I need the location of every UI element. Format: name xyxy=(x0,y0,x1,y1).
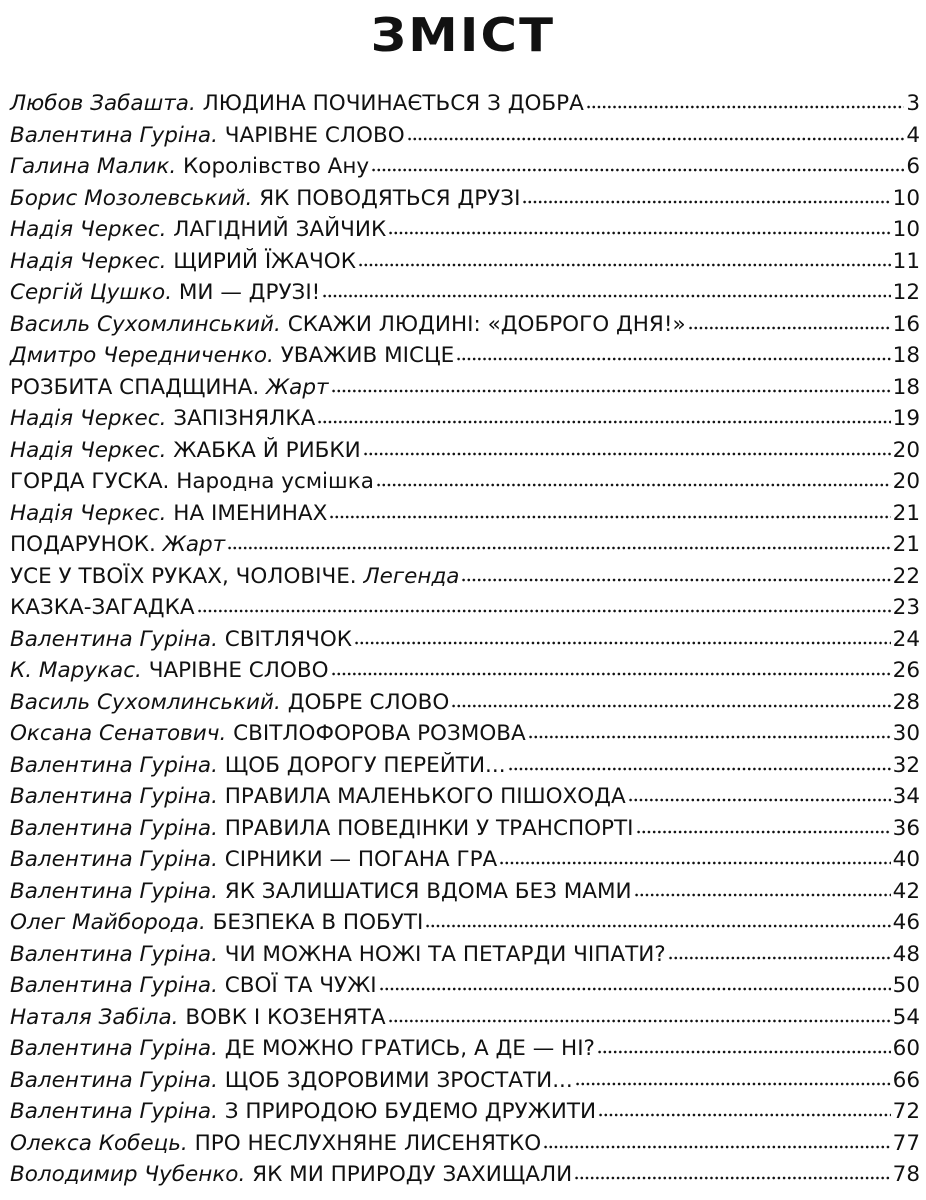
entry-text xyxy=(10,91,584,116)
entry-title: ДЕ МОЖНО ГРАТИСЬ, А ДЕ — НІ? xyxy=(224,1036,595,1061)
entry-text xyxy=(10,532,225,557)
entry-title: ПРАВИЛА ПОВЕДІНКИ У ТРАНСПОРТІ xyxy=(224,815,634,841)
page-title: ЗМІСТ xyxy=(370,8,556,62)
page-number: 50 xyxy=(892,973,920,998)
entry-text xyxy=(10,249,356,274)
toc-entry xyxy=(10,312,920,344)
dot-leader xyxy=(358,262,891,268)
entry-text xyxy=(10,595,195,620)
entry-text xyxy=(10,784,626,809)
entry-title: Королівство Ану xyxy=(183,154,370,179)
entry-title: ЖАБКА Й РИБКИ xyxy=(173,437,361,463)
entry-title: ЛЮДИНА ПОЧИНАЄТЬСЯ З ДОБРА xyxy=(202,91,584,116)
dot-leader xyxy=(331,671,891,677)
page-number: 34 xyxy=(892,784,920,809)
toc-entry xyxy=(10,910,920,942)
toc-entry xyxy=(10,1068,920,1100)
page-number: 54 xyxy=(892,1004,920,1030)
entry-genre: Народна усмішка xyxy=(176,469,374,494)
toc-entry xyxy=(10,1162,920,1194)
entry-author: Валентина Гуріна. xyxy=(10,973,218,998)
page-number: 18 xyxy=(892,343,920,368)
dot-leader xyxy=(508,766,891,772)
entry-title: ГОРДА ГУСКА. xyxy=(10,469,170,494)
entry-title: ЩОБ ЗДОРОВИМИ ЗРОСТАТИ... xyxy=(224,1067,573,1093)
entry-title: ЯК МИ ПРИРОДУ ЗАХИЩАЛИ xyxy=(252,1162,573,1187)
page-number: 66 xyxy=(892,1067,920,1093)
entry-title: ЧАРІВНЕ СЛОВО xyxy=(224,122,405,148)
page-number: 23 xyxy=(892,595,920,620)
dot-leader xyxy=(451,703,890,709)
page-number: 40 xyxy=(892,847,920,872)
entry-title: СВІТЛЯЧОК xyxy=(224,626,353,652)
toc-entry xyxy=(10,816,920,848)
toc-entry xyxy=(10,595,920,627)
entry-author: Наталя Забіла. xyxy=(10,1004,179,1030)
toc-entry xyxy=(10,532,920,564)
dot-leader xyxy=(543,1144,890,1150)
toc-entry xyxy=(10,721,920,753)
toc-entry xyxy=(10,123,920,155)
dot-leader xyxy=(371,167,904,173)
entry-text xyxy=(10,280,320,305)
entry-text xyxy=(10,186,520,211)
entry-author: Любов Забашта. xyxy=(10,91,196,116)
page-number: 12 xyxy=(892,280,920,305)
page-number: 32 xyxy=(892,752,920,778)
entry-title: СВОЇ ТА ЧУЖІ xyxy=(224,973,377,998)
entry-text xyxy=(10,343,454,368)
entry-author: Борис Мозолевський. xyxy=(10,185,253,211)
dot-leader xyxy=(317,419,890,425)
entry-title: СКАЖИ ЛЮДИНІ: «ДОБРОГО ДНЯ!» xyxy=(287,311,686,337)
entry-text xyxy=(10,816,634,841)
dot-leader xyxy=(329,514,890,520)
entry-text xyxy=(10,438,361,463)
dot-leader xyxy=(522,199,890,205)
entry-author: Валентина Гуріна. xyxy=(10,941,218,967)
entry-text xyxy=(10,847,497,872)
dot-leader xyxy=(688,325,891,331)
dot-leader xyxy=(388,230,890,236)
dot-leader xyxy=(668,955,891,961)
entry-title: УСЕ У ТВОЇХ РУКАХ, ЧОЛОВІЧЕ. xyxy=(10,563,357,589)
entry-author: Надія Черкес. xyxy=(10,406,167,431)
page-number: 10 xyxy=(892,185,920,211)
page-number: 77 xyxy=(892,1130,920,1156)
toc-entry xyxy=(10,501,920,533)
dot-leader xyxy=(636,829,891,835)
toc-entry xyxy=(10,753,920,785)
toc-entry xyxy=(10,1036,920,1068)
entry-title: ЛАГІДНИЙ ЗАЙЧИК xyxy=(173,217,387,242)
entry-text xyxy=(10,658,329,683)
entry-text xyxy=(10,879,632,904)
page-number: 10 xyxy=(892,217,920,242)
dot-leader xyxy=(597,1049,891,1055)
toc-entry xyxy=(10,469,920,501)
entry-author: Валентина Гуріна. xyxy=(10,815,218,841)
toc-entry xyxy=(10,343,920,375)
entry-text xyxy=(10,1068,573,1093)
entry-author: Надія Черкес. xyxy=(10,437,167,463)
toc-entry xyxy=(10,942,920,974)
dot-leader xyxy=(197,608,891,614)
entry-text xyxy=(10,312,686,337)
entry-text xyxy=(10,910,423,935)
entry-text xyxy=(10,721,526,746)
dot-leader xyxy=(628,797,891,803)
table-of-contents xyxy=(10,91,920,1194)
entry-title: ЧИ МОЖНА НОЖІ ТА ПЕТАРДИ ЧІПАТИ? xyxy=(224,941,666,967)
toc-entry xyxy=(10,154,920,186)
toc-entry xyxy=(10,1131,920,1163)
entry-title: ПРАВИЛА МАЛЕНЬКОГО ПІШОХОДА xyxy=(224,784,626,809)
dot-leader xyxy=(574,1175,890,1181)
page-number: 28 xyxy=(892,689,920,715)
entry-title: ЯК ПОВОДЯТЬСЯ ДРУЗІ xyxy=(259,185,521,211)
entry-author: Валентина Гуріна. xyxy=(10,1099,218,1124)
page-number: 78 xyxy=(892,1162,920,1187)
entry-author: Надія Черкес. xyxy=(10,217,167,242)
toc-entry xyxy=(10,564,920,596)
page-number: 16 xyxy=(892,311,920,337)
entry-text xyxy=(10,564,459,589)
page-number: 18 xyxy=(892,374,920,400)
entry-text xyxy=(10,375,329,400)
page-number: 26 xyxy=(892,658,920,683)
dot-leader xyxy=(461,577,890,583)
page-number: 36 xyxy=(892,815,920,841)
entry-author: Василь Сухомлинський. xyxy=(10,311,281,337)
entry-title: ЯК ЗАЛИШАТИСЯ ВДОМА БЕЗ МАМИ xyxy=(224,878,632,904)
entry-title: ВОВК І КОЗЕНЯТА xyxy=(185,1004,386,1030)
entry-text xyxy=(10,1005,386,1030)
dot-leader xyxy=(598,1112,891,1118)
entry-author: Валентина Гуріна. xyxy=(10,1036,218,1061)
entry-title: З ПРИРОДОЮ БУДЕМО ДРУЖИТИ xyxy=(224,1099,597,1124)
toc-entry xyxy=(10,690,920,722)
entry-title: УВАЖИВ МІСЦЕ xyxy=(280,343,455,368)
page-number: 21 xyxy=(892,532,920,557)
dot-leader xyxy=(354,640,891,646)
entry-title: ДОБРЕ СЛОВО xyxy=(287,689,450,715)
dot-leader xyxy=(227,545,890,551)
dot-leader xyxy=(425,923,890,929)
entry-text xyxy=(10,1099,596,1124)
entry-text xyxy=(10,1162,572,1187)
entry-title: ПОДАРУНОК. xyxy=(10,532,156,557)
page-number: 11 xyxy=(892,248,920,274)
entry-title: ЩОБ ДОРОГУ ПЕРЕЙТИ... xyxy=(224,752,506,778)
page-number: 42 xyxy=(892,878,920,904)
entry-author: Валентина Гуріна. xyxy=(10,847,218,872)
entry-author: Олег Майборода. xyxy=(10,910,206,935)
page-number: 4 xyxy=(906,122,920,148)
dot-leader xyxy=(363,451,891,457)
entry-author: Надія Черкес. xyxy=(10,500,167,526)
entry-author: Валентина Гуріна. xyxy=(10,752,218,778)
entry-genre: Жарт xyxy=(266,374,329,400)
entry-title: МИ — ДРУЗІ! xyxy=(178,280,321,305)
entry-title: СІРНИКИ — ПОГАНА ГРА xyxy=(224,847,498,872)
toc-entry xyxy=(10,249,920,281)
dot-leader xyxy=(388,1018,891,1024)
page-number: 20 xyxy=(892,437,920,463)
entry-author: Валентина Гуріна. xyxy=(10,1067,218,1093)
entry-author: Валентина Гуріна. xyxy=(10,878,218,904)
page-number: 48 xyxy=(892,941,920,967)
page-number: 46 xyxy=(892,910,920,935)
toc-entry xyxy=(10,627,920,659)
entry-title: РОЗБИТА СПАДЩИНА. xyxy=(10,374,260,400)
entry-title: КАЗКА-ЗАГАДКА xyxy=(10,595,195,620)
entry-text xyxy=(10,1036,595,1061)
entry-author: Валентина Гуріна. xyxy=(10,626,218,652)
dot-leader xyxy=(528,734,891,740)
page-number: 20 xyxy=(892,469,920,494)
entry-title: СВІТЛОФОРОВА РОЗМОВА xyxy=(233,721,526,746)
entry-title: НА ІМЕНИНАХ xyxy=(173,500,328,526)
dot-leader xyxy=(499,860,890,866)
page-number: 3 xyxy=(906,91,920,116)
entry-title: ЗАПІЗНЯЛКА xyxy=(173,406,316,431)
entry-text xyxy=(10,627,352,652)
entry-author: Сергій Цушко. xyxy=(10,280,173,305)
entry-title: ПРО НЕСЛУХНЯНЕ ЛИСЕНЯТКО xyxy=(194,1130,542,1156)
page-number: 22 xyxy=(892,563,920,589)
entry-text xyxy=(10,123,405,148)
entry-author: Галина Малик. xyxy=(10,154,177,179)
entry-genre: Жарт xyxy=(162,532,226,557)
entry-text xyxy=(10,942,666,967)
entry-author: Валентина Гуріна. xyxy=(10,784,218,809)
entry-text xyxy=(10,1131,541,1156)
toc-entry xyxy=(10,280,920,312)
toc-entry xyxy=(10,438,920,470)
entry-title: ЩИРИЙ ЇЖАЧОК xyxy=(173,248,356,274)
dot-leader xyxy=(407,136,905,142)
page-number: 60 xyxy=(892,1036,920,1061)
entry-genre: Легенда xyxy=(363,563,460,589)
entry-author: Олекса Кобець. xyxy=(10,1130,188,1156)
dot-leader xyxy=(456,356,890,362)
dot-leader xyxy=(376,482,891,488)
toc-entry xyxy=(10,973,920,1005)
entry-author: Дмитро Чередниченко. xyxy=(10,343,274,368)
toc-entry xyxy=(10,375,920,407)
dot-leader xyxy=(322,293,890,299)
page-number: 24 xyxy=(892,626,920,652)
entry-title: ЧАРІВНЕ СЛОВО xyxy=(148,658,329,683)
entry-text xyxy=(10,217,386,242)
dot-leader xyxy=(331,388,891,394)
toc-entry xyxy=(10,406,920,438)
entry-author: Володимир Чубенко. xyxy=(10,1162,246,1187)
entry-text xyxy=(10,469,374,494)
dot-leader xyxy=(379,986,891,992)
toc-entry xyxy=(10,91,920,123)
page-number: 30 xyxy=(892,721,920,746)
entry-author: Оксана Сенатович. xyxy=(10,721,227,746)
page-number: 19 xyxy=(892,406,920,431)
dot-leader xyxy=(575,1081,891,1087)
entry-text xyxy=(10,154,369,179)
toc-entry xyxy=(10,658,920,690)
toc-entry xyxy=(10,1005,920,1037)
toc-entry xyxy=(10,847,920,879)
toc-entry xyxy=(10,879,920,911)
entry-text xyxy=(10,406,315,431)
entry-author: Василь Сухомлинський. xyxy=(10,689,281,715)
page-number: 21 xyxy=(892,500,920,526)
toc-entry xyxy=(10,186,920,218)
entry-title: БЕЗПЕКА В ПОБУТІ xyxy=(212,910,424,935)
entry-text xyxy=(10,753,506,778)
entry-author: Надія Черкес. xyxy=(10,248,167,274)
toc-entry xyxy=(10,217,920,249)
toc-entry xyxy=(10,784,920,816)
dot-leader xyxy=(634,892,891,898)
entry-text xyxy=(10,973,377,998)
dot-leader xyxy=(586,104,904,110)
toc-entry xyxy=(10,1099,920,1131)
entry-text xyxy=(10,501,327,526)
page-number: 72 xyxy=(892,1099,920,1124)
entry-author: К. Марукас. xyxy=(10,658,142,683)
entry-author: Валентина Гуріна. xyxy=(10,122,218,148)
entry-text xyxy=(10,690,449,715)
page-number: 6 xyxy=(906,154,920,179)
